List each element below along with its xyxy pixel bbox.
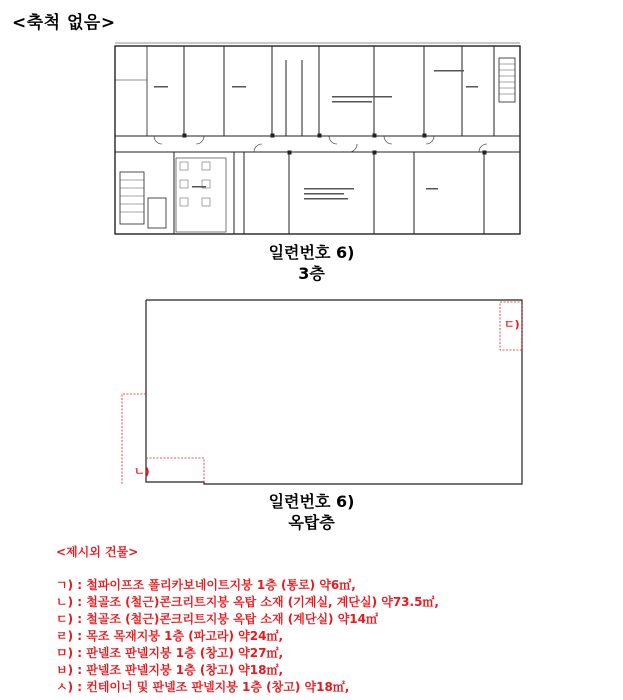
roof-plan-caption: [0, 491, 623, 533]
plan-3f-caption: [0, 242, 623, 284]
list-item: ㄹ) : 목조 목재지붕 1층 (파고라) 약24㎡,: [56, 629, 284, 643]
roof-plan-serial: 일련번호 6): [268, 492, 355, 511]
plan-3f-serial: 일련번호 6): [268, 243, 355, 262]
roof-plan: [134, 298, 524, 488]
list-item: ㅂ) : 판넬조 판넬지붕 1층 (창고) 약18㎡,: [56, 663, 284, 677]
annex-n-label: ㄴ): [134, 465, 150, 478]
scale-note: <축척 없음>: [12, 13, 116, 33]
roof-plan-floor: 옥탑층: [288, 513, 335, 532]
list-item: ㄷ) : 철골조 (철근)콘크리트지붕 옥탑 소재 (계단실) 약14㎡: [56, 612, 379, 626]
annex-d-label: ㄷ): [504, 318, 520, 331]
roof-outline: [146, 300, 522, 484]
list-item: ㄱ) : 철파이프조 폴리카보네이트지붕 1층 (통로) 약6㎡,: [56, 578, 356, 592]
plan-3f-floor: 3층: [298, 264, 325, 283]
notes-title: <제시외 건물>: [56, 545, 139, 559]
notes-list: [56, 577, 439, 696]
list-item: ㄴ) : 철골조 (철근)콘크리트지붕 옥탑 소재 (기계실, 계단실) 약73.5㎡,: [56, 595, 439, 609]
floor-plan-3f: [114, 40, 524, 236]
list-item: ㅁ) : 판넬조 판넬지붕 1층 (창고) 약27㎡,: [56, 646, 284, 660]
list-item: ㅅ) : 컨테이너 및 판넬조 판넬지붕 1층 (창고) 약18㎡,: [56, 680, 350, 694]
